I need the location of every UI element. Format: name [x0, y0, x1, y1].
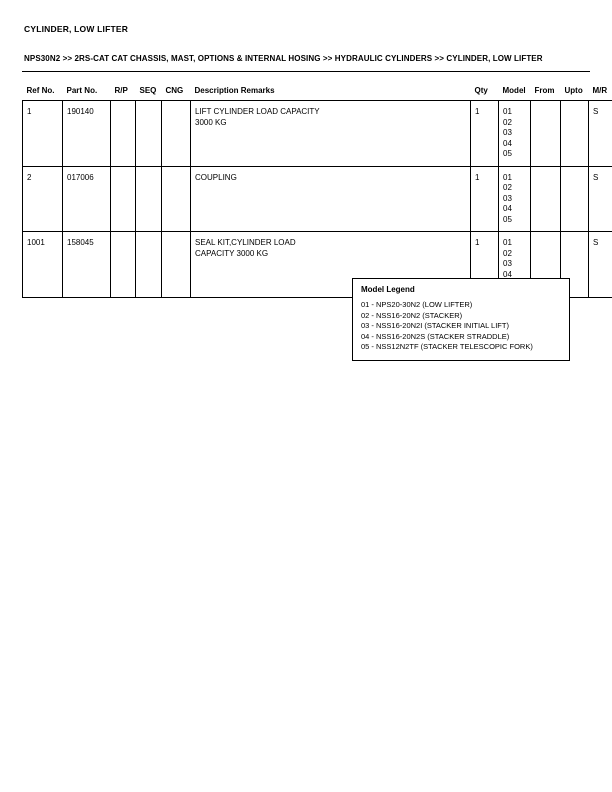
- cell-seq: [136, 166, 162, 232]
- cell-rp: [111, 166, 136, 232]
- cell-mr: S: [589, 101, 612, 167]
- legend-item: 04 - NSS16-20N2S (STACKER STRADDLE): [361, 331, 510, 341]
- header-divider: [22, 71, 590, 72]
- cell-description: [191, 101, 471, 167]
- column-header-part-no: Part No.: [66, 86, 98, 95]
- cell-rp: [111, 101, 136, 167]
- breadcrumb: NPS30N2 >> 2RS-CAT CAT CHASSIS, MAST, OPTIONS & INTERNAL HOSING >> HYDRAULIC CYLINDERS >> CYLINDER, LOW LIFTER: [24, 54, 543, 63]
- description-line-2: 3000 KG: [195, 117, 227, 127]
- legend-item: 02 - NSS16-20N2 (STACKER): [361, 310, 463, 320]
- model-legend-title: Model Legend: [361, 285, 415, 294]
- cell-part-no: 190140: [63, 101, 111, 167]
- cell-qty: 1: [471, 232, 499, 298]
- cell-model: [499, 101, 531, 167]
- cell-model: [499, 166, 531, 232]
- cell-part-no: 017006: [63, 166, 111, 232]
- model-code-list: 01 02 03 04 05: [503, 107, 512, 158]
- cell-mr: S: [589, 166, 612, 232]
- cell-description: [191, 166, 471, 232]
- table-header-row: [23, 86, 612, 101]
- column-header-model: Model: [502, 86, 526, 95]
- cell-qty: 1: [471, 101, 499, 167]
- cell-ref-no: 1: [23, 101, 63, 167]
- cell-upto: [561, 166, 589, 232]
- parts-table: [22, 86, 612, 298]
- cell-rp: [111, 232, 136, 298]
- legend-item: 03 - NSS16-20N2I (STACKER INITIAL LIFT): [361, 321, 509, 330]
- column-header-seq: SEQ: [139, 86, 157, 95]
- cell-cng: [162, 232, 191, 298]
- column-header-rp: R/P: [114, 86, 128, 95]
- column-header-description: Description Remarks: [194, 86, 275, 95]
- cell-from: [531, 166, 561, 232]
- cell-cng: [162, 166, 191, 232]
- column-header-ref-no: Ref No.: [26, 86, 55, 95]
- description-line-1: COUPLING: [195, 172, 237, 182]
- description-line-1: SEAL KIT,CYLINDER LOAD: [195, 238, 296, 247]
- cell-seq: [136, 232, 162, 298]
- cell-upto: [561, 101, 589, 167]
- table-row: [23, 166, 612, 232]
- table-row: [23, 101, 612, 167]
- description-line-1: LIFT CYLINDER LOAD CAPACITY: [195, 107, 320, 116]
- column-header-upto: Upto: [564, 86, 583, 95]
- legend-item: 05 - NSS12N2TF (STACKER TELESCOPIC FORK): [361, 342, 533, 351]
- description-line-2: CAPACITY 3000 KG: [195, 248, 269, 258]
- page-title: CYLINDER, LOW LIFTER: [24, 24, 129, 34]
- cell-ref-no: 1001: [23, 232, 63, 298]
- cell-part-no: 158045: [63, 232, 111, 298]
- model-code-list: 01 02 03 04 05: [503, 172, 512, 224]
- legend-item: 01 - NPS20-30N2 (LOW LIFTER): [361, 300, 473, 309]
- column-header-from: From: [534, 86, 555, 95]
- cell-ref-no: 2: [23, 166, 63, 232]
- cell-from: [531, 101, 561, 167]
- column-header-cng: CNG: [165, 86, 184, 95]
- cell-seq: [136, 101, 162, 167]
- cell-qty: 1: [471, 166, 499, 232]
- cell-cng: [162, 101, 191, 167]
- column-header-qty: Qty: [474, 86, 488, 95]
- model-code-list: 01 02 03 04: [503, 238, 512, 279]
- cell-mr: S: [589, 232, 612, 298]
- model-legend-box: [352, 278, 570, 361]
- column-header-mr: M/R: [592, 86, 608, 95]
